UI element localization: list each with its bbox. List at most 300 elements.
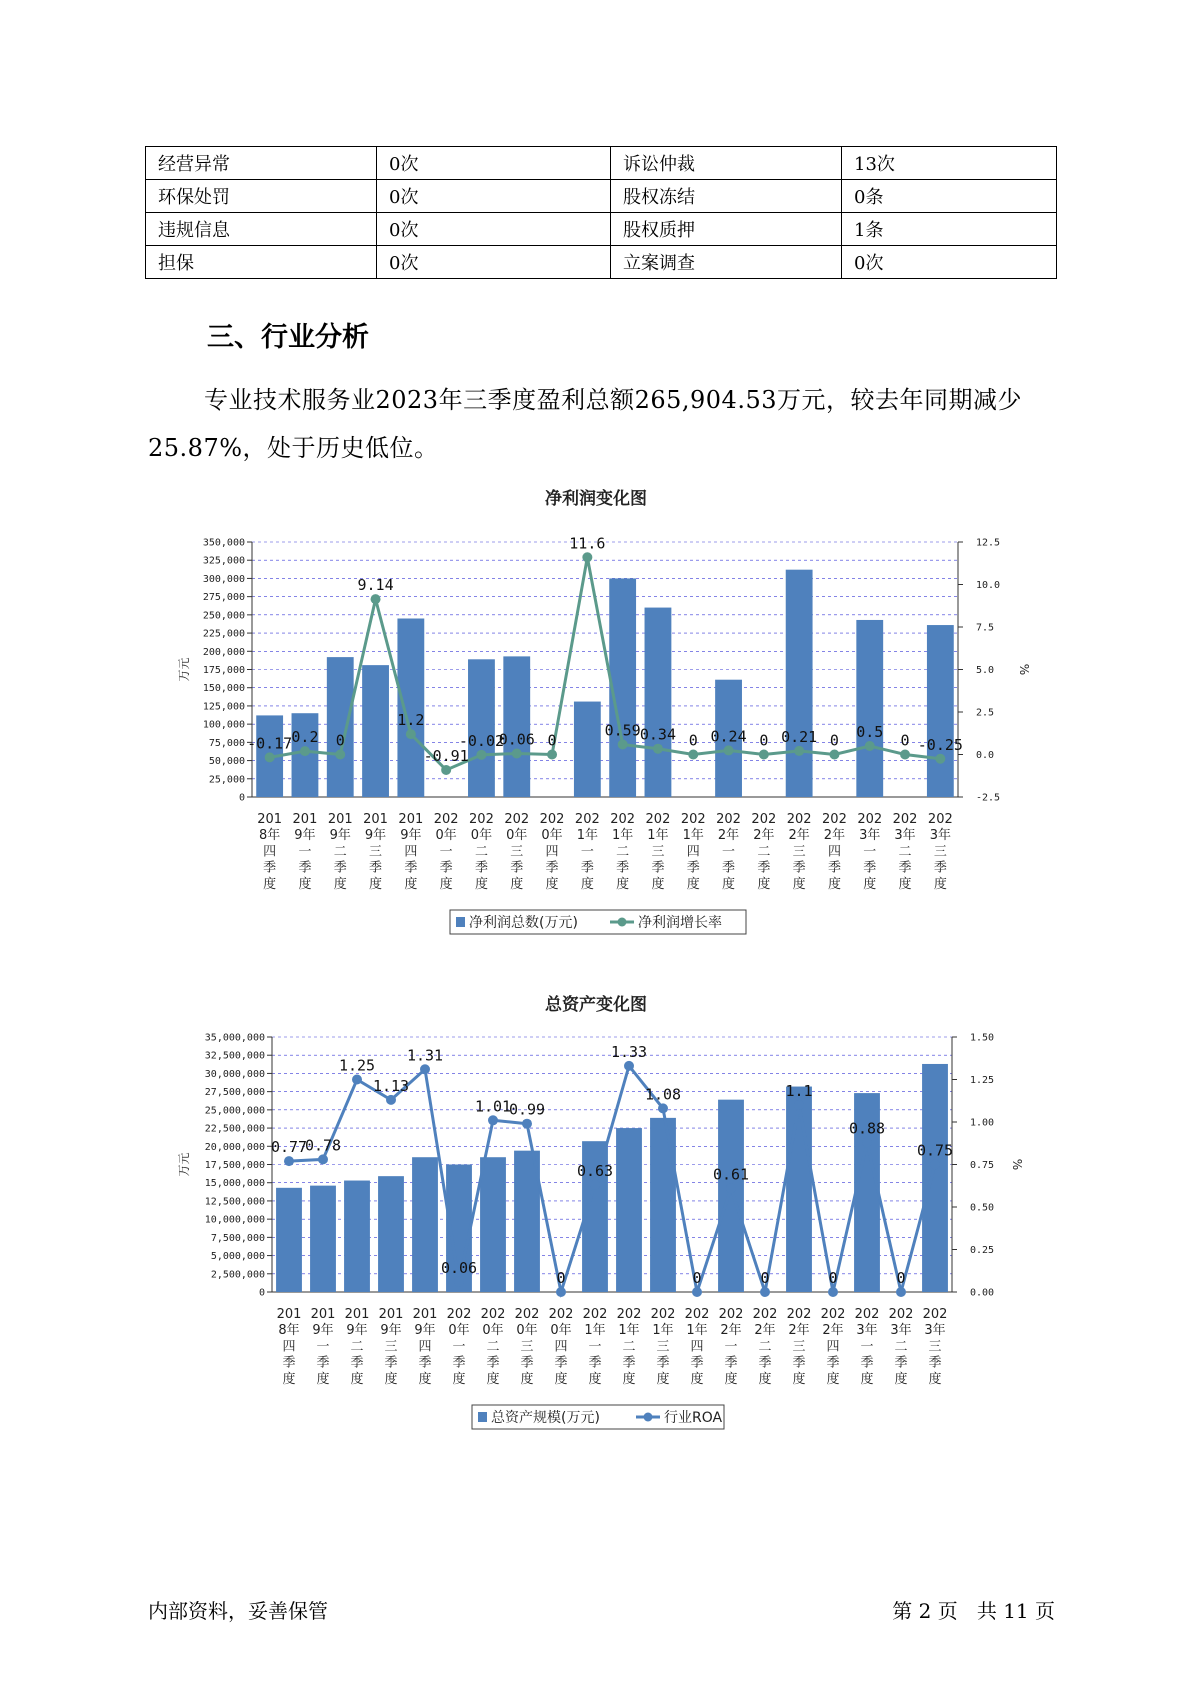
- data-label: 0: [829, 731, 839, 750]
- x-tick-label: 三: [510, 844, 524, 860]
- data-label: 1.01: [474, 1097, 512, 1116]
- section-title: 三、行业分析: [207, 322, 369, 353]
- y-left-axis-label: 万元: [177, 657, 191, 682]
- data-label: 1.31: [406, 1046, 444, 1065]
- total-assets-chart: [0, 985, 1191, 1455]
- y-left-tick-label: 100,000: [202, 719, 245, 731]
- y-left-tick-label: 7,500,000: [210, 1232, 265, 1244]
- x-tick-label: 202: [718, 1307, 744, 1322]
- x-tick-label: 季: [474, 860, 488, 876]
- x-tick-label: 202: [446, 1307, 472, 1322]
- table-cell: 0次: [377, 246, 611, 279]
- x-tick-label: 度: [520, 1371, 534, 1387]
- x-tick-label: 一: [298, 844, 312, 860]
- x-tick-label: 季: [928, 1355, 942, 1371]
- x-tick-label: 三: [792, 1339, 806, 1355]
- y-left-tick-label: 5,000,000: [210, 1251, 265, 1263]
- bar: [786, 570, 813, 797]
- series-point: [658, 1103, 668, 1113]
- x-tick-label: 季: [452, 1355, 466, 1371]
- series-point: [582, 552, 592, 562]
- total-suffix: 页: [1035, 1599, 1055, 1623]
- x-tick-label: 8年: [259, 828, 281, 844]
- x-tick-label: 1年: [612, 828, 634, 844]
- x-tick-label: 度: [316, 1371, 330, 1387]
- bar: [362, 665, 389, 797]
- y-left-tick-label: 20,000,000: [204, 1141, 265, 1153]
- series-point: [760, 1287, 770, 1297]
- x-tick-label: 9年: [380, 1323, 402, 1339]
- x-tick-label: 1年: [682, 828, 704, 844]
- table-cell: 立案调查: [611, 246, 842, 279]
- data-label: 0.06: [498, 730, 535, 749]
- x-tick-label: 度: [333, 876, 347, 892]
- x-tick-label: 季: [933, 860, 947, 876]
- x-tick-label: 季: [722, 860, 736, 876]
- x-tick-label: 季: [333, 860, 347, 876]
- x-tick-label: 季: [588, 1355, 602, 1371]
- data-label: -0.91: [423, 746, 469, 765]
- series-point: [829, 750, 839, 760]
- y-right-axis-label: %: [1017, 663, 1031, 676]
- y-right-tick-label: 0.00: [970, 1287, 995, 1299]
- x-tick-label: 2年: [717, 828, 740, 844]
- y-left-tick-label: 0: [258, 1287, 265, 1299]
- x-tick-label: 度: [263, 876, 277, 892]
- data-label: -0.17: [247, 734, 293, 753]
- x-tick-label: 度: [622, 1371, 636, 1387]
- bar: [468, 659, 495, 797]
- y-right-tick-label: 5.0: [976, 665, 995, 676]
- y-left-tick-label: 12,500,000: [204, 1196, 265, 1208]
- legend-label: 行业ROA: [664, 1410, 723, 1426]
- data-label: 1.13: [372, 1076, 410, 1095]
- y-left-tick-label: 50,000: [208, 756, 245, 768]
- y-right-axis-label: %: [1010, 1158, 1024, 1171]
- x-tick-label: 度: [686, 876, 700, 892]
- x-tick-label: 0年: [516, 1323, 538, 1339]
- x-tick-label: 季: [418, 1355, 432, 1371]
- x-tick-label: 度: [554, 1371, 568, 1387]
- y-left-tick-label: 325,000: [202, 555, 245, 567]
- page-mid: 页: [937, 1599, 958, 1623]
- data-label: 1.1: [785, 1082, 813, 1100]
- y-right-tick-label: 7.5: [976, 622, 995, 634]
- y-right-tick-label: 1.25: [970, 1075, 995, 1086]
- x-tick-label: 0年: [482, 1323, 504, 1339]
- x-tick-label: 2年: [754, 1323, 776, 1339]
- data-label: 0.75: [916, 1141, 954, 1160]
- y-left-tick-label: 15,000,000: [204, 1178, 265, 1190]
- x-tick-label: 202: [752, 1307, 778, 1322]
- bar: [327, 657, 354, 797]
- x-tick-label: 季: [724, 1355, 738, 1371]
- bar: [503, 656, 530, 797]
- data-label: 0: [547, 731, 557, 750]
- x-tick-label: 8年: [278, 1323, 300, 1339]
- risk-summary-table: [145, 146, 1057, 279]
- x-tick-label: 1年: [576, 828, 598, 844]
- x-tick-label: 度: [690, 1371, 704, 1387]
- x-tick-label: 度: [588, 1371, 602, 1387]
- x-tick-label: 二: [758, 1339, 772, 1355]
- x-tick-label: 9年: [346, 1323, 368, 1339]
- x-tick-label: 季: [486, 1355, 500, 1371]
- x-tick-label: 201: [327, 812, 353, 827]
- y-left-tick-label: 0: [238, 792, 245, 804]
- x-tick-label: 202: [927, 812, 953, 827]
- legend-swatch-bar: [456, 917, 465, 927]
- x-tick-label: 度: [826, 1371, 840, 1387]
- x-tick-label: 季: [656, 1355, 670, 1371]
- series-point: [865, 741, 875, 751]
- data-label: 0: [335, 731, 345, 750]
- x-tick-label: 202: [786, 1307, 812, 1322]
- table-cell: 0条: [842, 180, 1057, 213]
- y-left-tick-label: 17,500,000: [204, 1160, 265, 1171]
- x-tick-label: 202: [857, 812, 883, 827]
- x-tick-label: 度: [486, 1371, 500, 1387]
- x-tick-label: 季: [520, 1355, 534, 1371]
- x-tick-label: 度: [863, 876, 877, 892]
- x-tick-label: 度: [616, 876, 630, 892]
- bar: [927, 625, 954, 797]
- bar: [856, 620, 883, 797]
- x-tick-label: 季: [686, 860, 700, 876]
- series-point: [896, 1287, 906, 1297]
- x-tick-label: 202: [650, 1307, 676, 1322]
- series-point: [522, 1119, 532, 1129]
- x-tick-label: 季: [384, 1355, 398, 1371]
- y-right-tick-label: 0.50: [970, 1202, 995, 1214]
- bar: [645, 608, 672, 797]
- table-row: [146, 213, 1057, 246]
- series-point: [371, 594, 381, 604]
- data-label: 0: [828, 1269, 838, 1287]
- series-point: [624, 1061, 634, 1071]
- y-left-tick-label: 32,500,000: [204, 1050, 265, 1062]
- x-tick-label: 度: [580, 876, 594, 892]
- x-tick-label: 度: [404, 876, 418, 892]
- bar: [786, 1087, 812, 1292]
- series-point: [935, 754, 945, 764]
- x-tick-label: 季: [263, 860, 277, 876]
- data-label: 0: [760, 1269, 770, 1287]
- series-point: [794, 1100, 804, 1110]
- y-right-tick-label: 0.0: [976, 750, 995, 761]
- x-tick-label: 二: [486, 1339, 500, 1355]
- x-tick-label: 季: [863, 860, 877, 876]
- x-tick-label: 季: [510, 860, 524, 876]
- footer-note: 内部资料，妥善保管: [148, 1599, 328, 1623]
- x-tick-label: 四: [404, 844, 418, 860]
- y-left-tick-label: 22,500,000: [204, 1123, 265, 1135]
- y-right-tick-label: -2.5: [976, 792, 1001, 804]
- total-num: 11: [1003, 1599, 1029, 1623]
- chart-title: 净利润变化图: [545, 489, 647, 509]
- y-left-tick-label: 125,000: [202, 701, 245, 713]
- x-tick-label: 四: [282, 1339, 296, 1355]
- x-tick-label: 二: [350, 1339, 364, 1355]
- x-tick-label: 二: [757, 844, 771, 860]
- y-right-tick-label: 1.50: [970, 1032, 995, 1044]
- series-point: [618, 739, 628, 749]
- x-tick-label: 四: [690, 1339, 704, 1355]
- series-point: [454, 1277, 464, 1287]
- x-tick-label: 一: [863, 844, 877, 860]
- chart-legend: [450, 910, 746, 934]
- y-left-tick-label: 200,000: [202, 646, 245, 658]
- legend-label: 净利润增长率: [638, 915, 722, 931]
- series-point: [488, 1115, 498, 1125]
- x-tick-label: 度: [418, 1371, 432, 1387]
- series-point: [688, 750, 698, 760]
- x-tick-label: 四: [545, 844, 559, 860]
- data-label: 1.33: [610, 1042, 648, 1061]
- data-label: 0.99: [508, 1100, 546, 1119]
- y-left-axis-label: 万元: [177, 1152, 191, 1177]
- x-tick-label: 四: [263, 844, 277, 860]
- x-tick-label: 度: [384, 1371, 398, 1387]
- x-tick-label: 度: [439, 876, 453, 892]
- x-tick-label: 四: [826, 1339, 840, 1355]
- series-point: [512, 748, 522, 758]
- legend-swatch-bar: [478, 1412, 487, 1422]
- series-point: [420, 1064, 430, 1074]
- x-tick-label: 3年: [890, 1323, 912, 1339]
- x-tick-label: 季: [616, 860, 630, 876]
- data-label: 1.25: [338, 1056, 376, 1075]
- x-tick-label: 季: [860, 1355, 874, 1371]
- data-label: 0: [759, 731, 769, 750]
- y-left-tick-label: 250,000: [202, 610, 245, 622]
- x-tick-label: 1年: [584, 1323, 606, 1339]
- x-tick-label: 2年: [823, 828, 846, 844]
- y-left-tick-label: 10,000,000: [204, 1214, 265, 1226]
- x-tick-label: 201: [363, 812, 388, 827]
- x-tick-label: 二: [616, 844, 630, 860]
- data-label: 0.24: [710, 727, 747, 746]
- x-tick-label: 202: [539, 812, 565, 827]
- x-tick-label: 度: [928, 1371, 942, 1387]
- table-cell: 0次: [377, 147, 611, 180]
- x-tick-label: 度: [510, 876, 524, 892]
- y-right-tick-label: 2.5: [976, 707, 995, 719]
- x-tick-label: 度: [298, 876, 312, 892]
- x-tick-label: 9年: [294, 828, 316, 844]
- page-num: 2: [918, 1599, 932, 1623]
- x-tick-label: 一: [316, 1339, 330, 1355]
- table-cell: 1条: [842, 213, 1057, 246]
- x-tick-label: 9年: [364, 828, 387, 844]
- data-label: 1.08: [644, 1085, 682, 1104]
- series-point: [556, 1287, 566, 1297]
- x-tick-label: 202: [582, 1307, 608, 1322]
- chart-title: 总资产变化图: [545, 995, 647, 1015]
- x-tick-label: 季: [757, 860, 771, 876]
- table-cell: 违规信息: [146, 213, 377, 246]
- data-label: 1.2: [397, 711, 425, 730]
- x-tick-label: 四: [554, 1339, 568, 1355]
- y-left-tick-label: 175,000: [202, 665, 245, 676]
- y-left-tick-label: 225,000: [202, 628, 245, 640]
- x-tick-label: 0年: [448, 1323, 470, 1339]
- x-tick-label: 201: [378, 1307, 404, 1322]
- series-point: [406, 729, 416, 739]
- x-tick-label: 201: [412, 1307, 438, 1322]
- x-tick-label: 度: [894, 1371, 908, 1387]
- series-point: [692, 1287, 702, 1297]
- x-tick-label: 四: [827, 844, 841, 860]
- series-point: [265, 752, 275, 762]
- y-right-tick-label: 0.25: [970, 1245, 995, 1256]
- x-tick-label: 度: [860, 1371, 874, 1387]
- x-tick-label: 2年: [788, 828, 810, 844]
- page-prefix: 第: [892, 1599, 913, 1623]
- y-left-tick-label: 25,000,000: [204, 1105, 265, 1117]
- table-row: [146, 246, 1057, 279]
- data-label: 0.78: [304, 1136, 342, 1155]
- x-tick-label: 一: [724, 1339, 738, 1355]
- bar: [378, 1176, 404, 1292]
- x-tick-label: 0年: [470, 828, 493, 844]
- table-cell: 环保处罚: [146, 180, 377, 213]
- x-tick-label: 度: [369, 876, 383, 892]
- x-tick-label: 季: [350, 1355, 364, 1371]
- x-tick-label: 二: [333, 844, 347, 860]
- bar: [397, 619, 424, 798]
- x-tick-label: 季: [894, 1355, 908, 1371]
- x-tick-label: 季: [316, 1355, 330, 1371]
- table-cell: 0次: [842, 246, 1057, 279]
- series-point: [476, 750, 486, 760]
- series-point: [547, 750, 557, 760]
- y-left-tick-label: 2,500,000: [210, 1269, 265, 1281]
- series-point: [653, 744, 663, 754]
- x-tick-label: 201: [398, 812, 424, 827]
- body-paragraph: 专业技术服务业2023年三季度盈利总额265,904.53万元，较去年同期减少25.87%，处于历史低位。: [148, 386, 1022, 462]
- data-label: 0: [692, 1269, 702, 1287]
- table-row: [146, 180, 1057, 213]
- y-left-tick-label: 300,000: [202, 573, 245, 585]
- series-point: [590, 1180, 600, 1190]
- x-tick-label: 201: [310, 1307, 336, 1322]
- table-cell: 13次: [842, 147, 1057, 180]
- series-point: [794, 746, 804, 756]
- data-label: 0.59: [604, 721, 641, 740]
- series-point: [284, 1156, 294, 1166]
- x-tick-label: 季: [651, 860, 665, 876]
- x-tick-label: 三: [656, 1339, 670, 1355]
- series-point: [828, 1287, 838, 1297]
- x-tick-label: 季: [580, 860, 594, 876]
- x-tick-label: 201: [257, 812, 283, 827]
- data-label: 0.34: [639, 725, 677, 744]
- table-cell: 0次: [377, 180, 611, 213]
- x-tick-label: 季: [554, 1355, 568, 1371]
- x-tick-label: 一: [588, 1339, 602, 1355]
- x-tick-label: 三: [520, 1339, 534, 1355]
- x-tick-label: 0年: [541, 828, 563, 844]
- x-tick-label: 202: [645, 812, 671, 827]
- y-right-tick-label: 1.00: [970, 1117, 995, 1129]
- data-label: 0: [688, 731, 698, 750]
- bar: [412, 1157, 438, 1292]
- x-tick-label: 202: [892, 812, 918, 827]
- y-left-tick-label: 75,000: [208, 737, 245, 749]
- x-tick-label: 202: [514, 1307, 540, 1322]
- table-cell: 担保: [146, 246, 377, 279]
- x-tick-label: 季: [758, 1355, 772, 1371]
- x-tick-label: 一: [860, 1339, 874, 1355]
- x-tick-label: 3年: [929, 828, 951, 844]
- y-right-tick-label: 10.0: [976, 580, 1001, 591]
- data-label: -0.02: [458, 731, 505, 750]
- data-label: 0.77: [270, 1138, 308, 1157]
- x-tick-label: 三: [928, 1339, 942, 1355]
- x-tick-label: 2年: [720, 1323, 742, 1339]
- x-tick-label: 季: [369, 860, 383, 876]
- x-tick-label: 季: [298, 860, 312, 876]
- x-tick-label: 度: [722, 876, 736, 892]
- y-right-tick-label: 12.5: [976, 537, 1001, 549]
- data-label: -0.25: [917, 735, 963, 754]
- y-left-tick-label: 30,000,000: [204, 1068, 265, 1080]
- x-tick-label: 9年: [312, 1323, 334, 1339]
- x-tick-label: 1年: [618, 1323, 640, 1339]
- total-prefix: 共: [976, 1599, 997, 1623]
- x-tick-label: 季: [792, 860, 806, 876]
- x-tick-label: 季: [282, 1355, 296, 1371]
- x-tick-label: 度: [282, 1371, 296, 1387]
- x-tick-label: 202: [680, 812, 706, 827]
- data-label: 11.6: [569, 534, 606, 553]
- x-tick-label: 二: [474, 844, 488, 860]
- x-tick-label: 202: [786, 812, 812, 827]
- x-tick-label: 度: [651, 876, 665, 892]
- x-tick-label: 202: [616, 1307, 642, 1322]
- x-tick-label: 季: [826, 1355, 840, 1371]
- bar: [922, 1064, 948, 1292]
- y-left-tick-label: 350,000: [202, 537, 245, 549]
- x-tick-label: 202: [504, 812, 530, 827]
- x-tick-label: 度: [474, 876, 488, 892]
- x-tick-label: 202: [574, 812, 600, 827]
- x-tick-label: 三: [792, 844, 806, 860]
- page-number: [892, 1595, 1055, 1624]
- x-tick-label: 三: [384, 1339, 398, 1355]
- table-cell: 股权冻结: [611, 180, 842, 213]
- x-tick-label: 202: [469, 812, 494, 827]
- x-tick-label: 三: [933, 844, 947, 860]
- x-tick-label: 度: [792, 1371, 806, 1387]
- x-tick-label: 202: [548, 1307, 574, 1322]
- x-tick-label: 度: [452, 1371, 466, 1387]
- x-tick-label: 三: [651, 844, 665, 860]
- x-tick-label: 一: [722, 844, 736, 860]
- bar: [616, 1128, 642, 1292]
- x-tick-label: 季: [898, 860, 912, 876]
- x-tick-label: 度: [757, 876, 771, 892]
- x-tick-label: 三: [369, 844, 383, 860]
- x-tick-label: 2年: [753, 828, 775, 844]
- series-point: [900, 750, 910, 760]
- x-tick-label: 202: [888, 1307, 914, 1322]
- series-point: [930, 1160, 940, 1170]
- x-tick-label: 202: [610, 812, 636, 827]
- x-tick-label: 201: [344, 1307, 370, 1322]
- x-tick-label: 度: [545, 876, 559, 892]
